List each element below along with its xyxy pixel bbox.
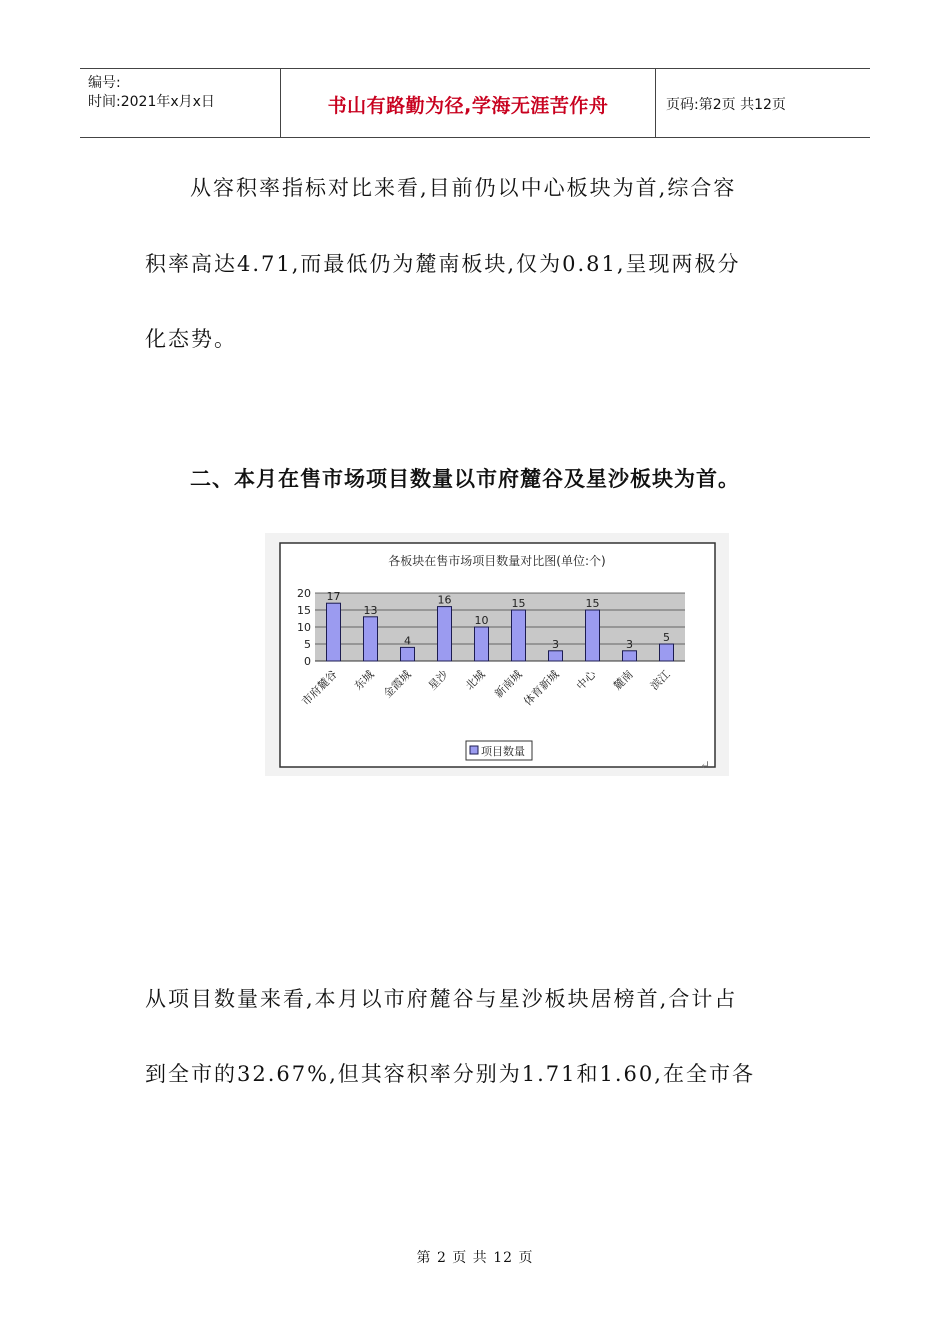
bar (512, 610, 526, 661)
bar-value-label: 17 (326, 590, 341, 604)
x-tick-label: 中心 (573, 667, 599, 693)
x-tick-label: 星沙 (425, 667, 451, 693)
page-footer: 第 2 页 共 12 页 (416, 1250, 534, 1266)
section-heading: 二、本月在售市场项目数量以市府麓谷及星沙板块为首。 (190, 467, 740, 491)
x-tick-label: 体育新城 (521, 667, 562, 709)
x-tick-label: 麓南 (610, 667, 636, 693)
y-tick-label: 20 (297, 587, 311, 600)
chart-title: 各板块在售市场项目数量对比图(单位:个) (388, 554, 606, 568)
return-mark: ↵ (700, 758, 711, 772)
bar-value-label: 15 (585, 597, 600, 610)
bar-chart (265, 533, 729, 776)
header-motto-cell (280, 69, 656, 137)
paragraph-2-line-1: 从项目数量来看,本月以市府麓谷与星沙板块居榜首,合计占 (145, 987, 738, 1011)
legend-swatch (470, 746, 478, 754)
bar-value-label: 13 (363, 603, 378, 617)
bar (327, 603, 341, 661)
doc-date-label: 时间:2021年x月x日 (88, 94, 215, 110)
bar-value-label: 10 (474, 614, 489, 627)
bar (438, 607, 452, 661)
bar (475, 627, 489, 661)
page-header (80, 68, 870, 138)
paragraph-1-line-1: 从容积率指标对比来看,目前仍以中心板块为首,综合容 (190, 176, 737, 200)
header-motto: 书山有路勤为径,学海无涯苦作舟 (327, 95, 609, 117)
bar (586, 610, 600, 661)
header-left-cell (80, 69, 280, 137)
paragraph-2-line-2: 到全市的32.67%,但其容积率分别为1.71和1.60,在全市各 (145, 1062, 755, 1086)
x-tick-label: 北城 (462, 667, 488, 693)
header-right-cell (656, 69, 870, 137)
y-tick-label: 15 (297, 604, 311, 617)
bar-value-label: 3 (552, 637, 559, 651)
bar (660, 644, 674, 661)
bar-value-label: 3 (626, 637, 633, 651)
x-tick-label: 新南城 (492, 667, 525, 701)
bar-value-label: 16 (437, 593, 452, 607)
bar-value-label: 4 (404, 634, 411, 648)
bar (364, 617, 378, 661)
x-tick-label: 东城 (351, 667, 377, 693)
x-tick-label: 金霞城 (381, 667, 414, 701)
bar (401, 647, 415, 661)
x-tick-label: 滨江 (647, 667, 673, 693)
x-tick-label: 市府麓谷 (299, 667, 340, 709)
header-page-info: 页码:第2页 共12页 (666, 97, 786, 113)
bar-value-label: 5 (663, 631, 670, 644)
paragraph-1-line-2: 积率高达4.71,而最低仍为麓南板块,仅为0.81,呈现两极分 (145, 252, 741, 276)
y-tick-label: 5 (304, 638, 311, 651)
chart-canvas (265, 533, 729, 776)
bar (623, 651, 637, 661)
bar (549, 651, 563, 661)
y-tick-label: 10 (297, 621, 311, 634)
legend-label: 项目数量 (481, 745, 525, 758)
y-tick-label: 0 (304, 655, 311, 668)
paragraph-1-line-3: 化态势。 (145, 327, 237, 351)
bar-value-label: 15 (511, 597, 526, 610)
doc-number-label: 编号: (88, 75, 121, 91)
